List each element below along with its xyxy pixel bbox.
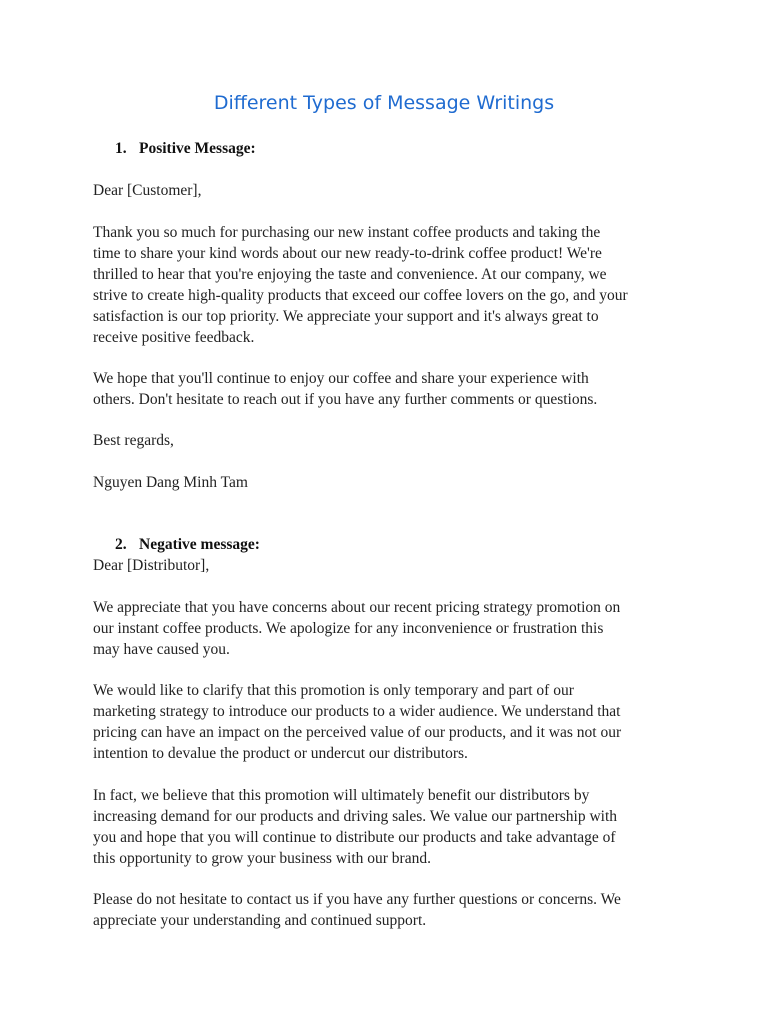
document-title: Different Types of Message Writings xyxy=(213,92,555,114)
section-1-greeting: Dear [Customer], xyxy=(93,182,202,199)
section-1-paragraph-2: We hope that you'll continue to enjoy our coffee and share your experience with others. Don't hesitate to reach out if you have any further comments or questions. xyxy=(93,370,598,408)
section-2-paragraph-1: We appreciate that you have concerns about our recent pricing strategy promotion on our instant coffee products. We apologize for any inconvenience or frustration this may have caused you. xyxy=(93,599,621,658)
section-2-greeting: Dear [Distributor], xyxy=(93,557,210,574)
section-2-paragraph-3: In fact, we believe that this promotion will ultimately benefit our distributors by increasing demand for our products and driving sales. We value our partnership with you and hope that you will continue to distribute our products and take advantage of this opportunity to grow your business with our brand. xyxy=(93,787,618,867)
section-1-signature: Nguyen Dang Minh Tam xyxy=(93,474,248,491)
section-2-paragraph-4: Please do not hesitate to contact us if you have any further questions or concerns. We appreciate your understanding and continued support. xyxy=(93,891,621,929)
section-1-closing: Best regards, xyxy=(93,432,174,449)
section-1-title: Positive Message: xyxy=(139,140,256,157)
section-1-number: 1. xyxy=(115,140,127,157)
section-2-title: Negative message: xyxy=(139,536,260,553)
section-2-heading xyxy=(115,535,260,555)
section-1-paragraph-1: Thank you so much for purchasing our new instant coffee products and taking the time to share your kind words about our new ready-to-drink coffee product! We're thrilled to hear that you're enjoying the taste and convenience. At our company, we strive to create high-quality products that exceed our coffee lovers on the go, and your satisfaction is our top priority. We appreciate your support and it's always great to receive positive feedback. xyxy=(93,224,628,346)
section-1-heading xyxy=(115,139,256,159)
section-2-number: 2. xyxy=(115,536,127,553)
section-2-paragraph-2: We would like to clarify that this promotion is only temporary and part of our marketing strategy to introduce our products to a wider audience. We understand that pricing can have an impact on the perceived value of our products, and it was not our intention to devalue the product or undercut our distributors. xyxy=(93,682,622,762)
